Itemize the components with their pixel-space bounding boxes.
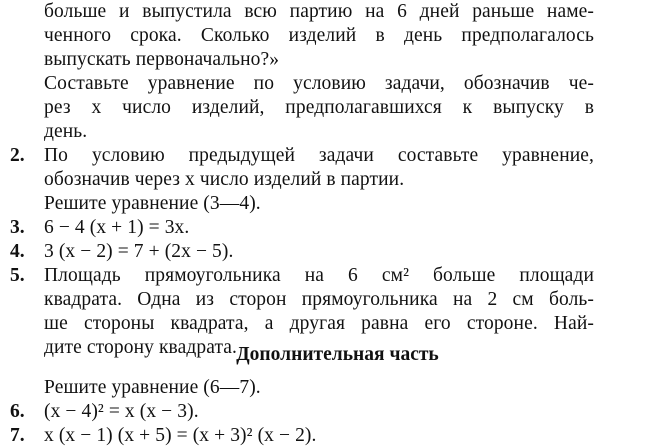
intro-line-6: день.	[44, 121, 88, 142]
problem-number: 7.	[10, 425, 25, 446]
problem-number: 3.	[10, 217, 25, 238]
intro-line-1: больше и выпустила всю партию на 6 дней раньше наме-	[44, 1, 594, 22]
intro-line-4: Составьте уравнение по условию задачи, обозначив че-	[44, 73, 594, 94]
problem-5-line-4: дите сторону квадрата.	[44, 337, 238, 358]
instruction-6-7: Решите уравнение (6—7).	[44, 377, 261, 398]
problem-7-equation: x (x − 1) (x + 5) = (x + 3)² (x − 2).	[44, 425, 317, 446]
problem-number: 6.	[10, 401, 25, 422]
section-heading: Дополнительная часть	[236, 344, 439, 365]
problem-5-line-1: Площадь прямоугольника на 6 см² больше площади	[44, 265, 594, 286]
problem-4-equation: 3 (x − 2) = 7 + (2x − 5).	[44, 241, 234, 262]
problem-5-line-2: квадрата. Одна из сторон прямоугольника на 2 см боль-	[44, 289, 594, 310]
problem-number: 4.	[10, 241, 25, 262]
problem-number: 5.	[10, 265, 25, 286]
problem-number: 2.	[10, 145, 25, 166]
problem-2-line-2: обозначив через x число изделий в партии.	[44, 169, 405, 190]
problem-3-equation: 6 − 4 (x + 1) = 3x.	[44, 217, 190, 238]
problem-5-line-3: ше стороны квадрата, а другая равна его стороне. Най-	[44, 313, 594, 334]
instruction-3-4: Решите уравнение (3—4).	[44, 193, 261, 214]
problem-2-line-1: По условию предыдущей задачи составьте уравнение,	[44, 145, 594, 166]
problem-6-equation: (x − 4)² = x (x − 3).	[44, 401, 199, 422]
intro-line-5: рез x число изделий, предполагавшихся к выпуску в	[44, 97, 594, 118]
intro-line-3: выпускать первоначально?»	[44, 49, 280, 70]
intro-line-2: ченного срока. Сколько изделий в день предполагалось	[44, 25, 594, 46]
